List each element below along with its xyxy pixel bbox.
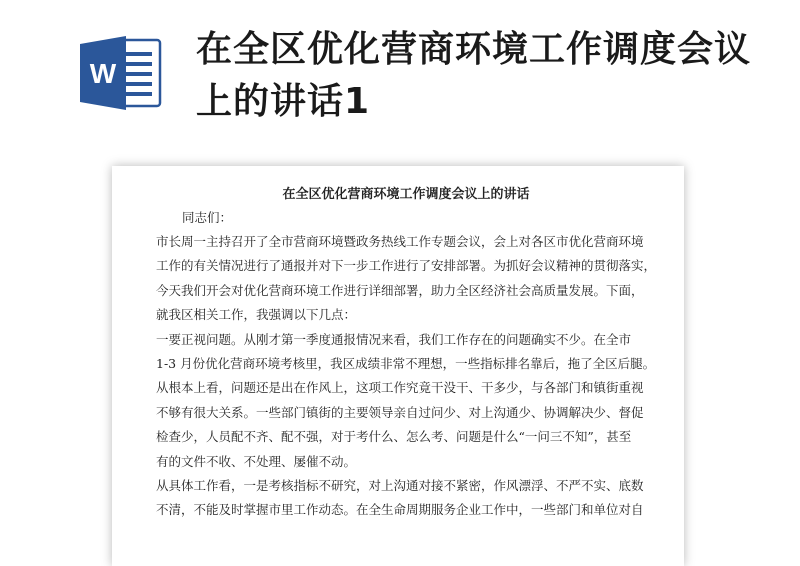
text-line: 今天我们开会对优化营商环境工作进行详细部署，助力全区经济社会高质量发展。下面， — [156, 282, 644, 298]
text-line: 不清，不能及时掌握市里工作动态。在全生命周期服务企业工作中，一些部门和单位对自 — [156, 502, 644, 518]
text-line: 工作的有关情况进行了通报并对下一步工作进行了安排部署。为抓好会议精神的贯彻落实， — [156, 258, 657, 274]
document-paragraph — [156, 230, 656, 328]
text-line: 市长周一主持召开了全市营商环境暨政务热线工作专题会议，会上对各区市优化营商环境 — [156, 234, 644, 249]
text-line: 有的文件不收、不处理、屡催不动。 — [156, 453, 357, 469]
document-page-preview — [112, 166, 684, 566]
page-title: 在全区优化营商环境工作调度会议上的讲话1 — [196, 29, 752, 122]
text-line: 检查少，人员配不齐、配不强，对于考什么、怎么考、问题是什么“一问三不知”，甚至 — [156, 429, 632, 445]
text-line: 从根本上看，问题还是出在作风上，这项工作究竟干没干、干多少，与各部门和镇街重视 — [156, 380, 644, 396]
document-salutation: 同志们： — [182, 210, 233, 225]
word-document-icon — [80, 34, 164, 112]
document-paragraph — [156, 328, 656, 474]
text-line: 1-3 月份优化营商环境考核里，我区成绩非常不理想，一些指标排名靠后，拖了全区后腿。 — [156, 356, 656, 372]
text-line: 一要正视问题。从刚才第一季度通报情况来看，我们工作存在的问题确实不少。在全市 — [156, 331, 632, 347]
text-line: 从具体工作看，一是考核指标不研究，对上沟通对接不紧密，作风漂浮、不严不实、底数 — [156, 478, 644, 494]
document-paragraph — [156, 474, 656, 523]
text-line: 不够有很大关系。一些部门镇街的主要领导亲自过问少、对上沟通少、协调解决少、督促 — [156, 404, 644, 420]
document-title: 在全区优化营商环境工作调度会议上的讲话 — [282, 187, 530, 202]
text-line: 就我区相关工作，我强调以下几点： — [156, 307, 357, 323]
document-body — [156, 166, 656, 523]
svg-text:W: W — [89, 58, 117, 89]
